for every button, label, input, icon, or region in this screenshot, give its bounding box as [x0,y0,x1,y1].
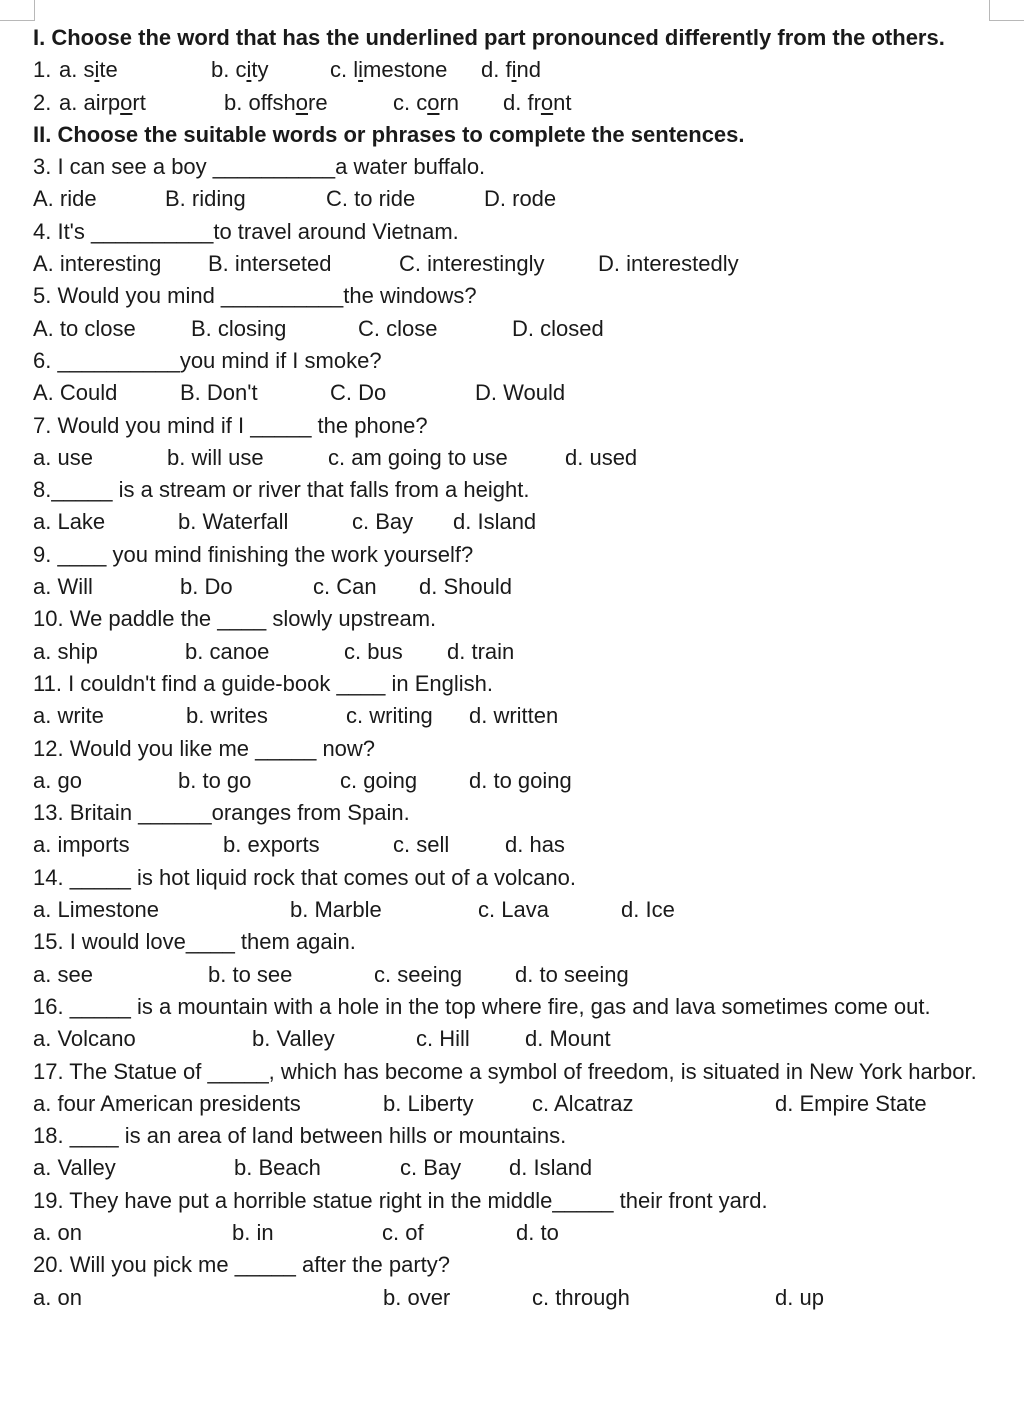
question-text: 5. Would you mind __________the windows? [33,283,477,309]
option-a: a. Limestone [33,897,159,923]
option-c: c. Bay [400,1155,462,1181]
option-c: c. am going to use [328,444,508,470]
option-b: b. exports [223,832,320,858]
option-b: b. canoe [185,638,270,664]
options-row [33,829,1003,861]
option-d: d. front [503,89,572,115]
page-corner-mark-right [989,0,1024,21]
option-d: d. train [447,638,515,664]
question-text: 10. We paddle the ____ slowly upstream. [33,606,437,632]
question-1 [33,54,1003,86]
option-d: d. Empire State [775,1090,927,1116]
page-corner-mark-left [0,0,35,21]
option-a: a. use [33,444,93,470]
options-row [33,765,1003,797]
option-a: a. Valley [33,1155,116,1181]
option-d: d. to going [469,767,572,793]
option-a: a. on [33,1219,82,1245]
options-row [33,442,1003,474]
option-a: a. site [59,57,118,83]
options-row [33,1217,1003,1249]
option-b: b. offshore [224,89,328,115]
option-a: a. Will [33,574,93,600]
question-text: 6. __________you mind if I smoke? [33,347,382,373]
options-row [33,313,1003,345]
option-d: d. used [565,444,638,470]
option-b: b. to go [178,767,252,793]
option-c: C. interestingly [399,251,545,277]
option-a: a. airport [59,89,146,115]
options-row [33,377,1003,409]
question-text: 19. They have put a horrible statue right in the middle_____ their front yard. [33,1187,768,1213]
options-row [33,959,1003,991]
question-text: 7. Would you mind if I _____ the phone? [33,412,428,438]
options-row [33,506,1003,538]
section-1-heading: I. Choose the word that has the underlined part pronounced differently from the others. [33,25,945,50]
option-b: b. Liberty [383,1090,474,1116]
option-c: C. to ride [326,186,416,212]
option-a: A. Could [33,380,118,406]
question-number: 2. [33,89,52,115]
options-row [33,571,1003,603]
question-text: 8._____ is a stream or river that falls from a height. [33,477,530,503]
option-b: b. Beach [234,1155,321,1181]
question-text: 3. I can see a boy __________a water buffalo. [33,154,486,180]
option-c: c. Hill [416,1026,470,1052]
option-a: a. ship [33,638,98,664]
option-b: b. Waterfall [178,509,289,535]
option-a: a. see [33,961,93,987]
option-c: c. Alcatraz [532,1090,634,1116]
option-a: a. go [33,767,82,793]
option-b: B. closing [191,315,287,341]
options-row [33,1023,1003,1055]
question-list [33,151,1003,1314]
options-row [33,1152,1003,1184]
option-b: b. to see [208,961,293,987]
question-text: 12. Would you like me _____ now? [33,735,376,761]
option-b: b. Marble [290,897,382,923]
option-a: a. four American presidents [33,1090,301,1116]
question-text: 20. Will you pick me _____ after the party? [33,1252,450,1278]
question-text: 15. I would love____ them again. [33,929,356,955]
option-a: a. Lake [33,509,106,535]
option-d: d. up [775,1284,824,1310]
options-row [33,248,1003,280]
option-c: C. Do [330,380,387,406]
option-a: a. write [33,703,104,729]
option-b: b. over [383,1284,451,1310]
options-row [33,894,1003,926]
option-d: D. closed [512,315,604,341]
option-b: B. riding [165,186,246,212]
option-c: c. Can [313,574,377,600]
option-d: D. interestedly [598,251,739,277]
question-text: 4. It's __________to travel around Vietnam. [33,218,459,244]
option-c: c. Bay [352,509,414,535]
options-row [33,636,1003,668]
option-d: d. Mount [525,1026,611,1052]
option-c: c. going [340,767,418,793]
option-c: c. writing [346,703,433,729]
option-a: A. ride [33,186,97,212]
option-a: A. to close [33,315,136,341]
worksheet-page [33,22,1003,1314]
option-d: d. written [469,703,559,729]
options-row [33,1282,1003,1314]
options-row [33,700,1003,732]
option-d: d. find [481,57,541,83]
question-2 [33,87,1003,119]
option-b: b. will use [167,444,264,470]
question-text: 18. ____ is an area of land between hills or mountains. [33,1123,567,1149]
option-b: b. Do [180,574,233,600]
question-text: 14. _____ is hot liquid rock that comes out of a volcano. [33,864,576,890]
question-text: 17. The Statue of _____, which has become a symbol of freedom, is situated in New York harbor. [33,1058,977,1084]
option-c: c. corn [393,89,460,115]
option-b: b. writes [186,703,268,729]
options-row [33,183,1003,215]
option-d: d. to [516,1219,559,1245]
question-number: 1. [33,57,52,83]
option-c: c. sell [393,832,450,858]
section-2-heading: II. Choose the suitable words or phrases to complete the sentences. [33,121,745,147]
option-c: c. limestone [330,57,448,83]
option-d: D. rode [484,186,557,212]
option-b: b. Valley [252,1026,335,1052]
option-c: c. bus [344,638,403,664]
option-a: A. interesting [33,251,162,277]
option-b: B. interseted [208,251,332,277]
option-a: a. Volcano [33,1026,136,1052]
option-c: c. of [382,1219,424,1245]
option-a: a. on [33,1284,82,1310]
option-a: a. imports [33,832,130,858]
question-text: 11. I couldn't find a guide-book ____ in English. [33,670,494,696]
option-d: D. Would [475,380,566,406]
option-c: c. through [532,1284,630,1310]
option-d: d. Island [509,1155,593,1181]
options-row [33,1088,1003,1120]
option-c: c. seeing [374,961,463,987]
option-d: d. has [505,832,565,858]
option-b: b. city [211,57,269,83]
option-d: d. Ice [621,897,675,923]
question-text: 9. ____ you mind finishing the work yourself? [33,541,474,567]
option-b: b. in [232,1219,274,1245]
option-b: B. Don't [180,380,258,406]
option-d: d. Should [419,574,512,600]
option-d: d. to seeing [515,961,629,987]
option-d: d. Island [453,509,537,535]
question-text: 16. _____ is a mountain with a hole in the top where fire, gas and lava sometimes come out. [33,993,931,1019]
option-c: C. close [358,315,438,341]
option-c: c. Lava [478,897,549,923]
question-text: 13. Britain ______oranges from Spain. [33,800,410,826]
